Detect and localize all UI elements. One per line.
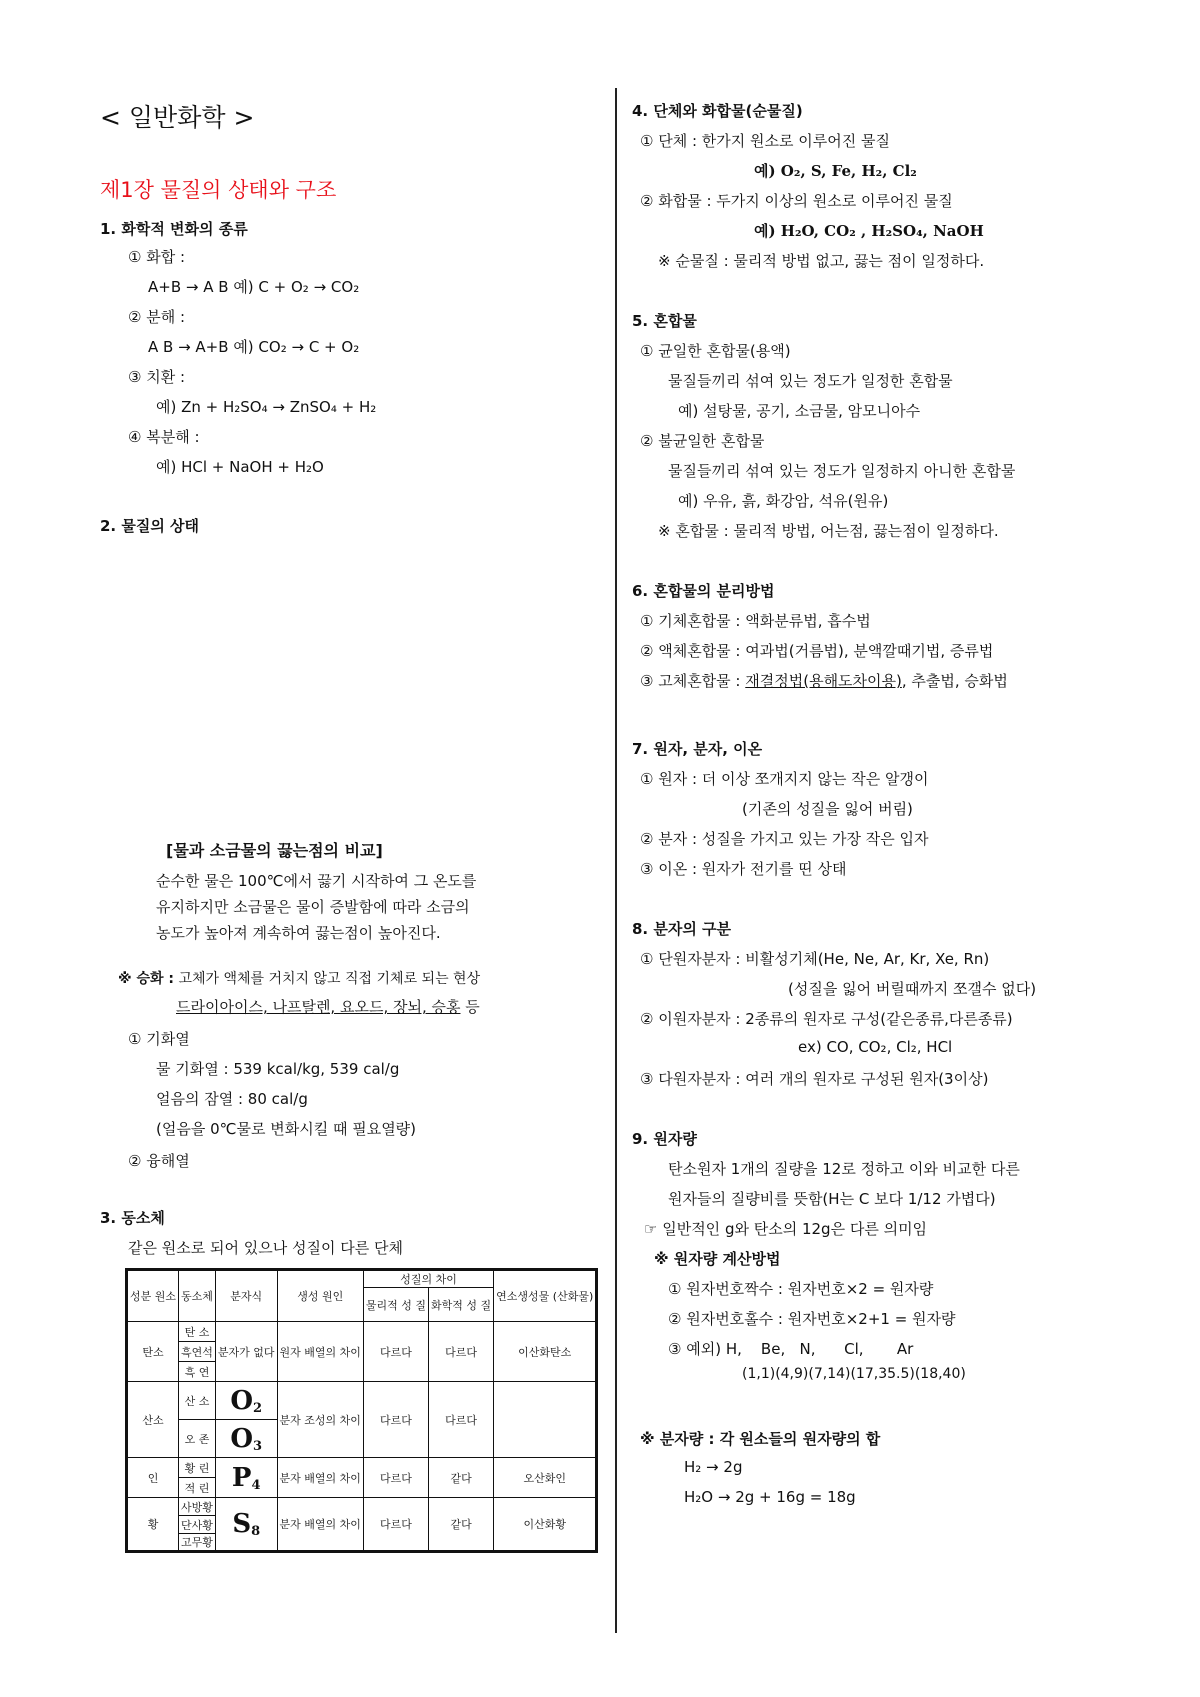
cell-allotrope: 사방황: [179, 1498, 216, 1516]
cell-formula-p4: [215, 1458, 277, 1498]
s5-line: ① 균일한 혼합물(용액): [640, 342, 791, 360]
formula-subscript: 3: [253, 1438, 263, 1454]
th-product: 연소생성물 (산화물): [494, 1270, 597, 1322]
formula-subscript: 4: [251, 1477, 261, 1493]
cell-chem: 같다: [429, 1458, 494, 1498]
calc-line: ① 원자번호짝수 : 원자번호×2 = 원자량: [668, 1280, 934, 1298]
s1-eq: 예) Zn + H₂SO₄ → ZnSO₄ + H₂: [156, 398, 377, 416]
cell-allotrope: 오 존: [179, 1420, 216, 1458]
formula-p4: $P_4$: [231, 1462, 261, 1493]
cell-product: 이산화탄소: [494, 1322, 597, 1382]
calc-values: (1,1)(4,9)(7,14)(17,35.5)(18,40): [742, 1366, 966, 1382]
th-allotrope: 동소체: [179, 1270, 216, 1322]
heat-item: ① 기화열: [128, 1030, 190, 1048]
cell-allotrope: 단사황: [179, 1516, 216, 1534]
section-9-heading: 9. 원자량: [632, 1130, 697, 1148]
s6-l3-post: , 추출법, 승화법: [901, 672, 1008, 690]
s6-line: ② 액체혼합물 : 여과법(거름법), 분액깔때기법, 증류법: [640, 642, 994, 660]
s8-line: ② 이원자분자 : 2종류의 원자로 구성(같은종류,다른종류): [640, 1010, 1013, 1028]
th-element: 성분 원소: [127, 1270, 179, 1322]
th-diff: 성질의 차이: [363, 1270, 493, 1288]
th-phys: 물리적 성 질: [363, 1288, 428, 1322]
s4-example: 예) O₂, S, Fe, H₂, Cl₂: [754, 162, 917, 180]
s8-line: (성질을 잃어 버릴때까지 쪼갤수 없다): [788, 980, 1037, 998]
s9-line: 탄소원자 1개의 질량을 12로 정하고 이와 비교한 다른: [668, 1160, 1020, 1178]
s1-eq: 예) HCl + NaOH + H₂O: [156, 458, 324, 476]
sublimation-definition: [118, 968, 480, 988]
heat-item: 얼음의 잠열 : 80 cal/g: [156, 1090, 308, 1108]
mw-line: H₂O → 2g + 16g = 18g: [684, 1488, 856, 1506]
s1-item: ② 분해 :: [128, 308, 186, 326]
cell-phys: 다르다: [363, 1382, 428, 1458]
s4-note: ※ 순물질 : 물리적 방법 없고, 끓는 점이 일정하다.: [658, 252, 985, 270]
column-divider: [615, 88, 617, 1633]
s7-line: ② 분자 : 성질을 가지고 있는 가장 작은 입자: [640, 830, 929, 848]
s6-line: ① 기체혼합물 : 액화분류법, 흡수법: [640, 612, 871, 630]
s1-eq: A B → A+B 예) CO₂ → C + O₂: [148, 338, 360, 356]
mw-line: H₂ → 2g: [684, 1458, 743, 1476]
formula-o3: $O_3$: [230, 1423, 263, 1454]
s5-line: 물질들끼리 섞여 있는 정도가 일정한 혼합물: [668, 372, 953, 390]
calc-heading: ※ 원자량 계산방법: [654, 1250, 781, 1268]
s6-line-3: [640, 670, 1008, 691]
sublimation-suffix: 등: [460, 998, 480, 1016]
formula-o2: $O_2$: [230, 1385, 263, 1416]
cell-element: 산소: [127, 1382, 179, 1458]
page-title: < 일반화학 >: [100, 103, 255, 132]
cell-cause: 분자 조성의 차이: [277, 1382, 363, 1458]
section-5-heading: 5. 혼합물: [632, 312, 697, 330]
sublimation-mark: ※ 승화 :: [118, 971, 175, 987]
cell-element: 탄소: [127, 1322, 179, 1382]
cell-element: 황: [127, 1498, 179, 1552]
cell-allotrope: 고무황: [179, 1534, 216, 1552]
section-1-heading: 1. 화학적 변화의 종류: [100, 220, 248, 238]
s9-line: ☞ 일반적인 g와 탄소의 12g은 다른 의미임: [644, 1220, 928, 1238]
s7-line: (기존의 성질을 잃어 버림): [742, 800, 913, 818]
cell-cause: 원자 배열의 차이: [277, 1322, 363, 1382]
th-cause: 생성 원인: [277, 1270, 363, 1322]
s4-line: ① 단체 : 한가지 원소로 이루어진 물질: [640, 132, 890, 150]
cell-product: 이산화황: [494, 1498, 597, 1552]
s1-item: ④ 복분해 :: [128, 428, 200, 446]
s5-line: 예) 우유, 흙, 화강암, 석유(원유): [678, 492, 889, 510]
sublimation-def: 고체가 액체를 거치지 않고 직접 기체로 되는 현상: [178, 971, 481, 987]
heat-item: (얼음을 0℃물로 변화시킬 때 필요열량): [156, 1120, 417, 1138]
cell-allotrope: 산 소: [179, 1382, 216, 1420]
heat-item: 물 기화열 : 539 kcal/kg, 539 cal/g: [156, 1060, 400, 1078]
section-6-heading: 6. 혼합물의 분리방법: [632, 582, 775, 600]
s8-line: ex) CO, CO₂, Cl₂, HCl: [798, 1038, 953, 1056]
cell-chem: 다르다: [429, 1322, 494, 1382]
cell-formula-o3: [215, 1420, 277, 1458]
chapter-title: 제1장 물질의 상태와 구조: [100, 178, 337, 202]
cell-allotrope: 적 린: [179, 1478, 216, 1498]
cell-formula-s8: [215, 1498, 277, 1552]
cell-allotrope: 흑연석: [179, 1342, 216, 1362]
molecular-weight-heading: ※ 분자량 : 각 원소들의 원자량의 합: [640, 1430, 881, 1448]
cell-product: [494, 1382, 597, 1458]
compare-line: 순수한 물은 100℃에서 끓기 시작하여 그 온도를: [156, 872, 477, 890]
s4-line: ② 화합물 : 두가지 이상의 원소로 이루어진 물질: [640, 192, 953, 210]
sublimation-examples: 드라이아이스, 나프탈렌, 요오드, 장뇌, 승홍: [176, 998, 461, 1016]
formula-subscript: 8: [251, 1524, 261, 1539]
cell-element: 인: [127, 1458, 179, 1498]
calc-line: ③ 예외) H, Be, N, Cl, Ar: [668, 1340, 914, 1358]
s7-line: ① 원자 : 더 이상 쪼개지지 않는 작은 알갱이: [640, 770, 929, 788]
s1-item: ③ 치환 :: [128, 368, 186, 386]
cell-chem: 다르다: [429, 1382, 494, 1458]
cell-product: 오산화인: [494, 1458, 597, 1498]
sublimation-examples-line: [176, 996, 480, 1017]
formula-s8: $S_8$: [232, 1509, 261, 1539]
cell-allotrope: 황 린: [179, 1458, 216, 1478]
s5-line: ② 불균일한 혼합물: [640, 432, 765, 450]
cell-allotrope: 흑 연: [179, 1362, 216, 1382]
s9-line: 원자들의 질량비를 뜻함(H는 C 보다 1/12 가볍다): [668, 1190, 996, 1208]
cell-cause: 분자 배열의 차이: [277, 1498, 363, 1552]
cell-phys: 다르다: [363, 1458, 428, 1498]
cell-phys: 다르다: [363, 1322, 428, 1382]
s1-item: ① 화합 :: [128, 248, 186, 266]
section-3-heading: 3. 동소체: [100, 1209, 165, 1227]
allotrope-desc: 같은 원소로 되어 있으나 성질이 다른 단체: [128, 1239, 403, 1257]
s5-line: 예) 설탕물, 공기, 소금물, 암모니아수: [678, 402, 921, 420]
compare-line: 농도가 높아져 계속하여 끓는점이 높아진다.: [156, 924, 441, 942]
compare-title: [물과 소금물의 끓는점의 비교]: [166, 841, 383, 860]
s4-example: 예) H₂O, CO₂ , H₂SO₄, NaOH: [754, 222, 984, 240]
allotrope-table: [125, 1268, 598, 1553]
compare-line: 유지하지만 소금물은 물이 증발함에 따라 소금의: [156, 898, 470, 916]
s6-l3-pre: ③ 고체혼합물 :: [640, 672, 746, 690]
s8-line: ① 단원자분자 : 비활성기체(He, Ne, Ar, Kr, Xe, Rn): [640, 950, 990, 968]
s7-line: ③ 이온 : 원자가 전기를 띤 상태: [640, 860, 847, 878]
cell-allotrope: 탄 소: [179, 1322, 216, 1342]
s8-line: ③ 다원자분자 : 여러 개의 원자로 구성된 원자(3이상): [640, 1070, 989, 1088]
formula-subscript: 2: [253, 1400, 263, 1416]
section-7-heading: 7. 원자, 분자, 이온: [632, 740, 763, 758]
heat-item: ② 융해열: [128, 1152, 190, 1170]
cell-formula-o2: [215, 1382, 277, 1420]
cell-chem: 같다: [429, 1498, 494, 1552]
section-4-heading: 4. 단체와 화합물(순물질): [632, 102, 803, 120]
section-2-heading: 2. 물질의 상태: [100, 517, 200, 535]
cell-formula: 분자가 없다: [215, 1322, 277, 1382]
s6-l3-underlined: 재결정법(용해도차이용): [745, 672, 902, 690]
th-chem: 화학적 성 질: [429, 1288, 494, 1322]
cell-cause: 분자 배열의 차이: [277, 1458, 363, 1498]
cell-phys: 다르다: [363, 1498, 428, 1552]
s5-line: 물질들끼리 섞여 있는 정도가 일정하지 아니한 혼합물: [668, 462, 1016, 480]
th-formula: 분자식: [215, 1270, 277, 1322]
calc-line: ② 원자번호홀수 : 원자번호×2+1 = 원자량: [668, 1310, 956, 1328]
section-8-heading: 8. 분자의 구분: [632, 920, 732, 938]
s5-note: ※ 혼합물 : 물리적 방법, 어는점, 끓는점이 일정하다.: [658, 522, 999, 540]
s1-eq: A+B → A B 예) C + O₂ → CO₂: [148, 278, 360, 296]
